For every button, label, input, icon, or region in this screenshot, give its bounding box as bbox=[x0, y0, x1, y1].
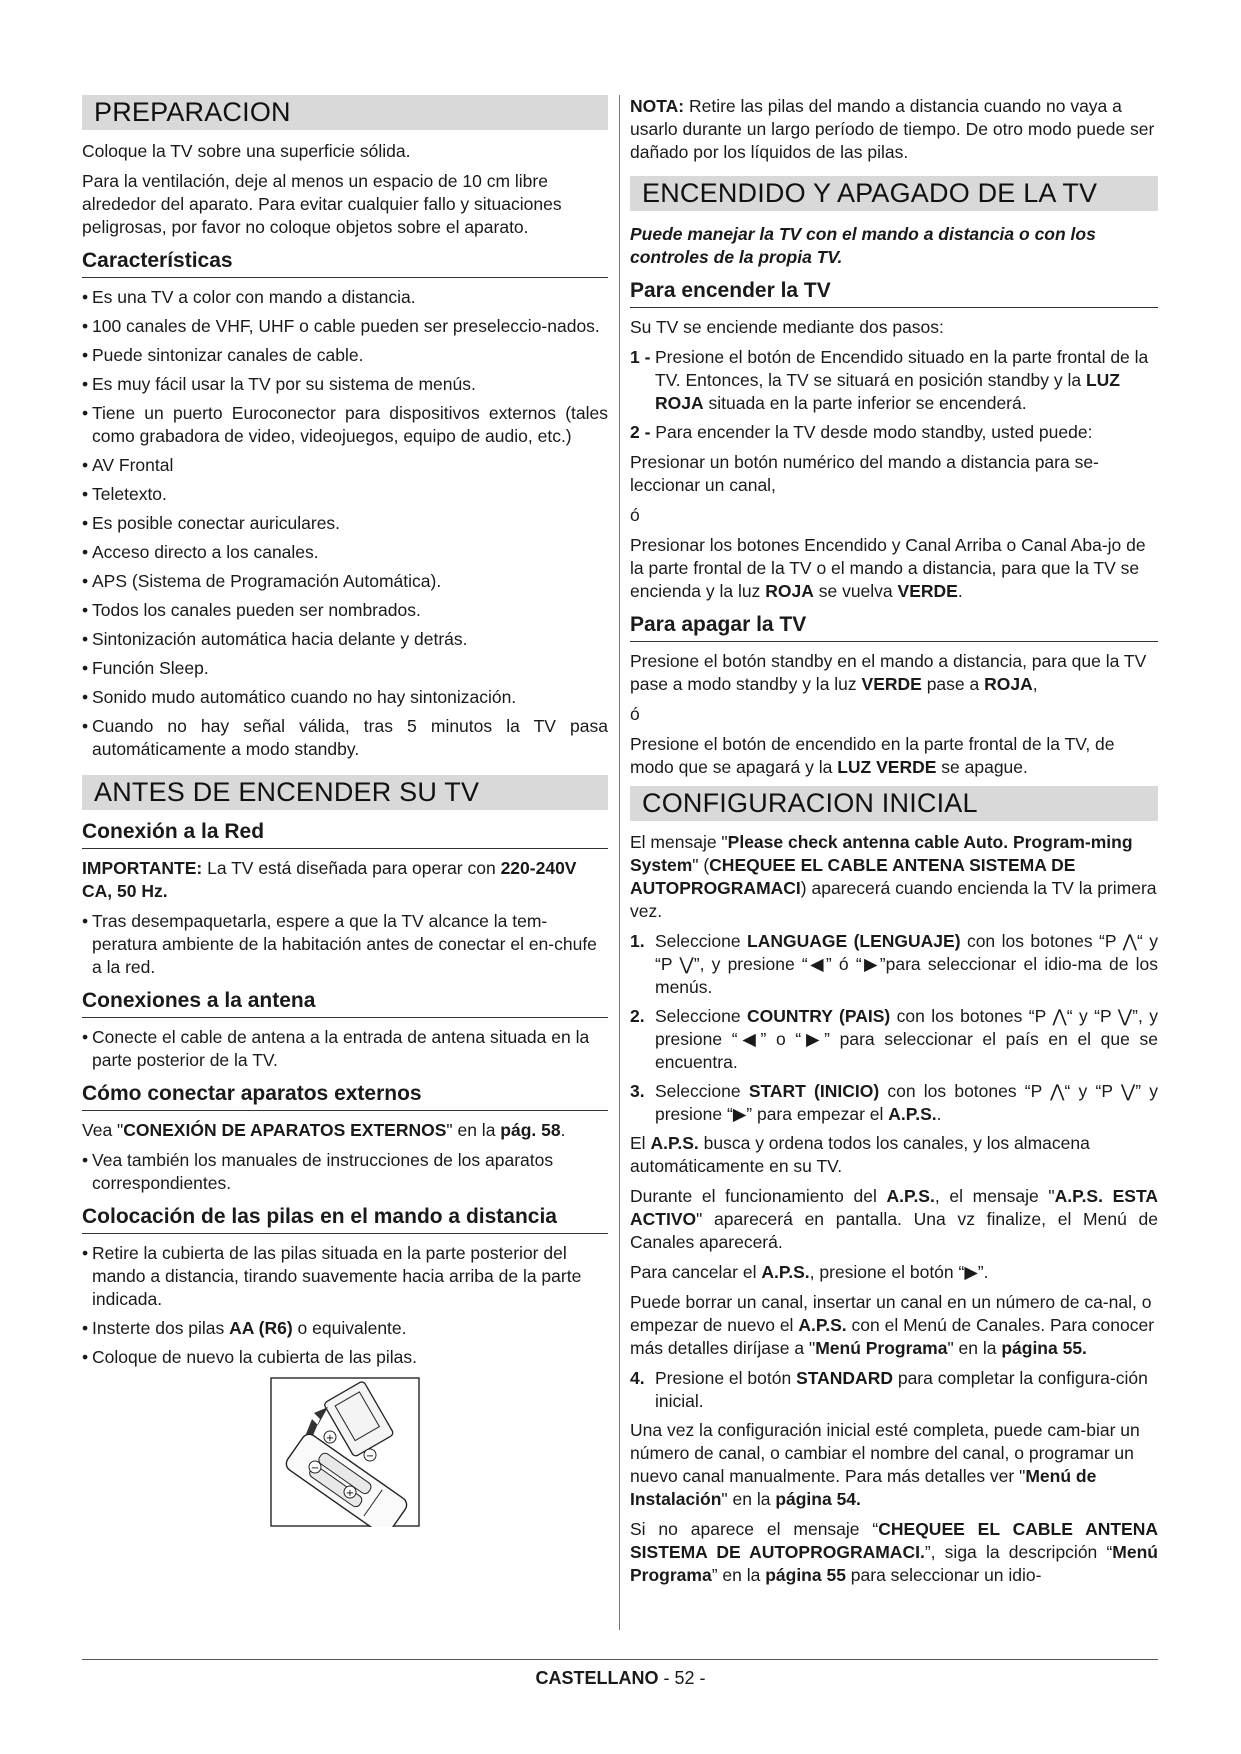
pilas-list bbox=[82, 1242, 608, 1369]
list-item: • Es posible conectar auriculares. bbox=[82, 512, 608, 535]
encender-steps bbox=[630, 346, 1158, 415]
encender-p3-b1: ROJA bbox=[765, 581, 814, 601]
important-label: IMPORTANTE: bbox=[82, 858, 203, 878]
config-p5-b: A.P.S. bbox=[798, 1315, 847, 1335]
list-item: • Puede sintonizar canales de cable. bbox=[82, 344, 608, 367]
list-item bbox=[630, 1367, 1158, 1413]
list-item bbox=[630, 1080, 1158, 1126]
svg-text:+: + bbox=[325, 1433, 335, 1444]
config-p7-d: Menú Programa bbox=[630, 1542, 1158, 1585]
encender-s1-pre: Presione el botón de Encendido situado en la parte frontal de la TV. Entonces, la TV se situará en posición standby y la bbox=[655, 347, 1149, 390]
important-note bbox=[82, 857, 608, 903]
encender-p3 bbox=[630, 534, 1158, 603]
antena-list bbox=[82, 1026, 608, 1072]
svg-text:−: − bbox=[365, 1451, 375, 1462]
step4-c: para completar la configura-ción inicial. bbox=[655, 1368, 1148, 1411]
encender-s2-text: Para encender la TV desde modo standby, usted puede: bbox=[650, 422, 1093, 442]
important-value: 220-240V CA, 50 Hz. bbox=[82, 858, 577, 901]
step4-b: STANDARD bbox=[796, 1368, 893, 1388]
vea-page: pág. 58 bbox=[500, 1120, 561, 1140]
section-title-configuracion: CONFIGURACION INICIAL bbox=[630, 786, 1158, 821]
conexion-red-list bbox=[82, 910, 608, 979]
config-p1-a: El mensaje " bbox=[630, 832, 728, 852]
step-number: 2 - bbox=[630, 422, 651, 442]
footer-rule bbox=[82, 1659, 1158, 1660]
apagar-p1-pre: Presione el botón standby en el mando a distancia, para que la TV pase a modo standby y la luz bbox=[630, 651, 1147, 694]
list-item: • Tiene un puerto Euroconector para dispositivos externos (tales como grabadora de video, videojuegos, equipo de audio, etc.) bbox=[82, 402, 608, 448]
nota-text: Retire las pilas del mando a distancia cuando no vaya a usarlo durante un largo período de tiempo. De otro modo puede ser dañado por los líquidos de las pilas. bbox=[630, 96, 1155, 162]
list-item: • APS (Sistema de Programación Automática). bbox=[82, 570, 608, 593]
step4-a: Presione el botón bbox=[655, 1368, 797, 1388]
pilas-b2-post: o equivalente. bbox=[292, 1318, 407, 1338]
step1-b: LANGUAGE (LENGUAJE) bbox=[747, 931, 961, 951]
config-p5 bbox=[630, 1291, 1158, 1360]
config-p6-c: " en la bbox=[721, 1489, 776, 1509]
config-p5-d: Menú Programa bbox=[815, 1338, 948, 1358]
apagar-p1-b1: VERDE bbox=[861, 674, 922, 694]
step3-d: A.P.S. bbox=[888, 1104, 937, 1124]
caracteristicas-list bbox=[82, 286, 608, 761]
encender-p3-mid: se vuelva bbox=[813, 581, 898, 601]
config-p3-a: Durante el funcionamiento del bbox=[630, 1186, 887, 1206]
apagar-p1 bbox=[630, 650, 1158, 696]
section-title-antes: ANTES DE ENCENDER SU TV bbox=[82, 775, 608, 810]
apagar-p1-b2: ROJA bbox=[984, 674, 1033, 694]
config-p5-f: página 55. bbox=[1001, 1338, 1087, 1358]
important-text: La TV está diseñada para operar con bbox=[202, 858, 501, 878]
list-item: • 100 canales de VHF, UHF o cable pueden ser preseleccio-nados. bbox=[82, 315, 608, 338]
subtitle-pilas: Colocación de las pilas en el mando a distancia bbox=[82, 1205, 608, 1234]
encender-s1-post: situada en la parte inferior se encenderá. bbox=[703, 393, 1027, 413]
config-p7-e: ” en la bbox=[711, 1565, 766, 1585]
step-number: 1 - bbox=[630, 347, 651, 367]
config-p6 bbox=[630, 1419, 1158, 1511]
apagar-p2-pre: Presione el botón de encendido en la parte frontal de la TV, de modo que se apagará y la bbox=[630, 734, 1115, 777]
config-p6-d: página 54. bbox=[775, 1489, 861, 1509]
pilas-b2-bold: AA (R6) bbox=[229, 1318, 293, 1338]
subtitle-apagar: Para apagar la TV bbox=[630, 613, 1158, 642]
list-item bbox=[630, 930, 1158, 999]
section-title-encendido: ENCENDIDO Y APAGADO DE LA TV bbox=[630, 176, 1158, 211]
pilas-b2-pre: Insterte dos pilas bbox=[92, 1318, 230, 1338]
config-p1-d: CHEQUEE EL CABLE ANTENA SISTEMA DE AUTOPROGRAMACI bbox=[630, 855, 1076, 898]
apagar-p1-end: , bbox=[1032, 674, 1038, 694]
config-steps bbox=[630, 930, 1158, 1126]
encender-p3-b2: VERDE bbox=[897, 581, 958, 601]
config-p1 bbox=[630, 831, 1158, 923]
preparacion-p1: Coloque la TV sobre una superficie sólida. bbox=[82, 141, 411, 161]
subtitle-encender: Para encender la TV bbox=[630, 279, 1158, 308]
config-p1-e: ) aparecerá cuando encienda la TV la primera vez. bbox=[630, 878, 1157, 921]
config-p5-e: " en la bbox=[947, 1338, 1002, 1358]
config-p7 bbox=[630, 1518, 1158, 1587]
list-item: • Retire la cubierta de las pilas situada en la parte posterior del mando a distancia, tirando suavemente hacia arriba de la parte indicada. bbox=[82, 1242, 608, 1311]
column-divider bbox=[619, 95, 620, 1630]
encender-p1: Su TV se enciende mediante dos pasos: bbox=[630, 317, 944, 337]
list-item: • Tras desempaquetarla, espere a que la TV alcance la tem-peratura ambiente de la habitación antes de conectar el en-chufe a la red. bbox=[82, 910, 608, 979]
config-p7-g: para seleccionar un idio- bbox=[845, 1565, 1042, 1585]
config-p7-f: página 55 bbox=[765, 1565, 846, 1585]
step1-c: con los botones “P ⋀“ y “P ⋁”, y presione “◀” ó “▶”para seleccionar el idio-ma de los menús. bbox=[655, 931, 1158, 997]
apagar-o: ó bbox=[630, 704, 640, 724]
list-item bbox=[630, 346, 1158, 415]
config-step4 bbox=[630, 1367, 1158, 1413]
subtitle-aparatos-externos: Cómo conectar aparatos externos bbox=[82, 1082, 608, 1111]
list-item: • Todos los canales pueden ser nombrados. bbox=[82, 599, 608, 622]
footer-language: CASTELLANO bbox=[535, 1668, 659, 1688]
step3-e: . bbox=[936, 1104, 942, 1124]
subtitle-conexiones-antena: Conexiones a la antena bbox=[82, 989, 608, 1018]
config-p1-b: Please check antenna cable Auto. Program-ming System bbox=[630, 832, 1133, 875]
config-p3-e: " aparecerá en pantalla. Una vz finalize, el Menú de Canales aparecerá. bbox=[630, 1209, 1158, 1252]
list-item: • Sonido mudo automático cuando no hay sintonización. bbox=[82, 686, 608, 709]
encender-p3-end: . bbox=[957, 581, 963, 601]
config-p1-c: " ( bbox=[692, 855, 710, 875]
config-p7-b: CHEQUEE EL CABLE ANTENA SISTEMA DE AUTOPROGRAMACI. bbox=[630, 1519, 1159, 1562]
list-item: • Conecte el cable de antena a la entrada de antena situada en la parte posterior de la TV. bbox=[82, 1026, 608, 1072]
config-p2 bbox=[630, 1132, 1158, 1178]
config-p6-b: Menú de Instalación bbox=[630, 1466, 1097, 1509]
step2-b: COUNTRY (PAIS) bbox=[747, 1006, 891, 1026]
list-item: • Coloque de nuevo la cubierta de las pilas. bbox=[82, 1346, 608, 1369]
list-item: • Es una TV a color con mando a distancia. bbox=[82, 286, 608, 309]
apagar-p2-post: se apague. bbox=[936, 757, 1028, 777]
list-item: • Acceso directo a los canales. bbox=[82, 541, 608, 564]
apagar-p1-mid: pase a bbox=[921, 674, 985, 694]
encendido-intro: Puede manejar la TV con el mando a distancia o con los controles de la propia TV. bbox=[630, 224, 1096, 267]
encender-s1-bold: LUZ ROJA bbox=[655, 370, 1120, 413]
vea-bold: CONEXIÓN DE APARATOS EXTERNOS bbox=[123, 1120, 447, 1140]
page-number: - 52 - bbox=[658, 1668, 706, 1688]
encender-s2 bbox=[630, 421, 1158, 444]
config-p7-c: ”, siga la descripción “ bbox=[924, 1542, 1113, 1562]
step-number: 1. bbox=[630, 931, 645, 951]
encender-p2: Presionar un botón numérico del mando a distancia para se-leccionar un canal, bbox=[630, 452, 1099, 495]
nota bbox=[630, 95, 1158, 164]
aparatos-list bbox=[82, 1149, 608, 1195]
subtitle-caracteristicas: Características bbox=[82, 249, 608, 278]
config-p2-b: A.P.S. bbox=[650, 1133, 699, 1153]
step-number: 2. bbox=[630, 1006, 645, 1026]
config-p2-a: El bbox=[630, 1133, 651, 1153]
step-number: 4. bbox=[630, 1368, 645, 1388]
subtitle-conexion-red: Conexión a la Red bbox=[82, 820, 608, 849]
apagar-p2-bold: LUZ VERDE bbox=[837, 757, 937, 777]
remote-battery-illustration bbox=[270, 1377, 420, 1527]
config-p3 bbox=[630, 1185, 1158, 1254]
step2-a: Seleccione bbox=[655, 1006, 748, 1026]
nota-label: NOTA: bbox=[630, 96, 685, 116]
list-item bbox=[630, 1005, 1158, 1074]
list-item: • Teletexto. bbox=[82, 483, 608, 506]
step3-c: con los botones “P ⋀“ y “P ⋁” y presione “▶” para empezar el bbox=[655, 1081, 1158, 1124]
config-p4 bbox=[630, 1261, 1158, 1284]
config-p7-a: Si no aparece el mensaje “ bbox=[630, 1519, 879, 1539]
vea-mid: " en la bbox=[446, 1120, 501, 1140]
config-p4-a: Para cancelar el bbox=[630, 1262, 762, 1282]
list-item: • Sintonización automática hacia delante y detrás. bbox=[82, 628, 608, 651]
page-footer bbox=[0, 1668, 1241, 1689]
encender-o: ó bbox=[630, 505, 640, 525]
section-title-preparacion: PREPARACION bbox=[82, 95, 608, 130]
vea-reference bbox=[82, 1119, 608, 1142]
step1-a: Seleccione bbox=[655, 931, 748, 951]
list-item bbox=[82, 1317, 608, 1340]
step3-a: Seleccione bbox=[655, 1081, 749, 1101]
config-p3-d: A.P.S. ESTA ACTIVO bbox=[630, 1186, 1158, 1229]
vea-pre: Vea " bbox=[82, 1120, 124, 1140]
config-p4-c: , presione el botón “▶”. bbox=[809, 1262, 989, 1282]
config-p3-b: A.P.S. bbox=[886, 1186, 935, 1206]
apagar-p2 bbox=[630, 733, 1158, 779]
left-column bbox=[82, 95, 608, 1527]
list-item: • AV Frontal bbox=[82, 454, 608, 477]
list-item: • Cuando no hay señal válida, tras 5 minutos la TV pasa automáticamente a modo standby. bbox=[82, 715, 608, 761]
list-item: • Es muy fácil usar la TV por su sistema de menús. bbox=[82, 373, 608, 396]
preparacion-p2: Para la ventilación, deje al menos un espacio de 10 cm libre alrededor del aparato. Para evitar cualquier fallo y situaciones peligrosas, por favor no coloque objetos sobre el aparato. bbox=[82, 171, 562, 237]
step2-c: con los botones “P ⋀“ y “P ⋁”, y presione “◀” o “▶” para seleccionar el país en el que se encuentra. bbox=[655, 1006, 1158, 1072]
list-item: • Función Sleep. bbox=[82, 657, 608, 680]
vea-end: . bbox=[560, 1120, 566, 1140]
config-p3-c: , el mensaje " bbox=[934, 1186, 1055, 1206]
svg-text:+: + bbox=[345, 1488, 355, 1499]
list-item: • Vea también los manuales de instrucciones de los aparatos correspondientes. bbox=[82, 1149, 608, 1195]
encender-p3-pre: Presionar los botones Encendido y Canal Arriba o Canal Aba-jo de la parte frontal de la TV o el mando a distancia, para que la TV se encienda y la luz bbox=[630, 535, 1146, 601]
config-p2-c: busca y ordena todos los canales, y los almacena automáticamente en su TV. bbox=[630, 1133, 1090, 1176]
step3-b: START (INICIO) bbox=[748, 1081, 880, 1101]
svg-text:−: − bbox=[310, 1463, 320, 1474]
config-p4-b: A.P.S. bbox=[761, 1262, 810, 1282]
config-p6-a: Una vez la configuración inicial esté completa, puede cam-biar un número de canal, o cambiar el nombre del canal, o programar un nuevo canal manualmente. Para más detalles ver " bbox=[630, 1420, 1140, 1486]
step-number: 3. bbox=[630, 1081, 645, 1101]
right-column bbox=[630, 95, 1158, 1594]
config-p5-c: con el Menú de Canales. Para conocer más detalles diríjase a " bbox=[630, 1315, 1155, 1358]
config-p5-a: Puede borrar un canal, insertar un canal en un número de ca-nal, o empezar de nuevo el bbox=[630, 1292, 1152, 1335]
